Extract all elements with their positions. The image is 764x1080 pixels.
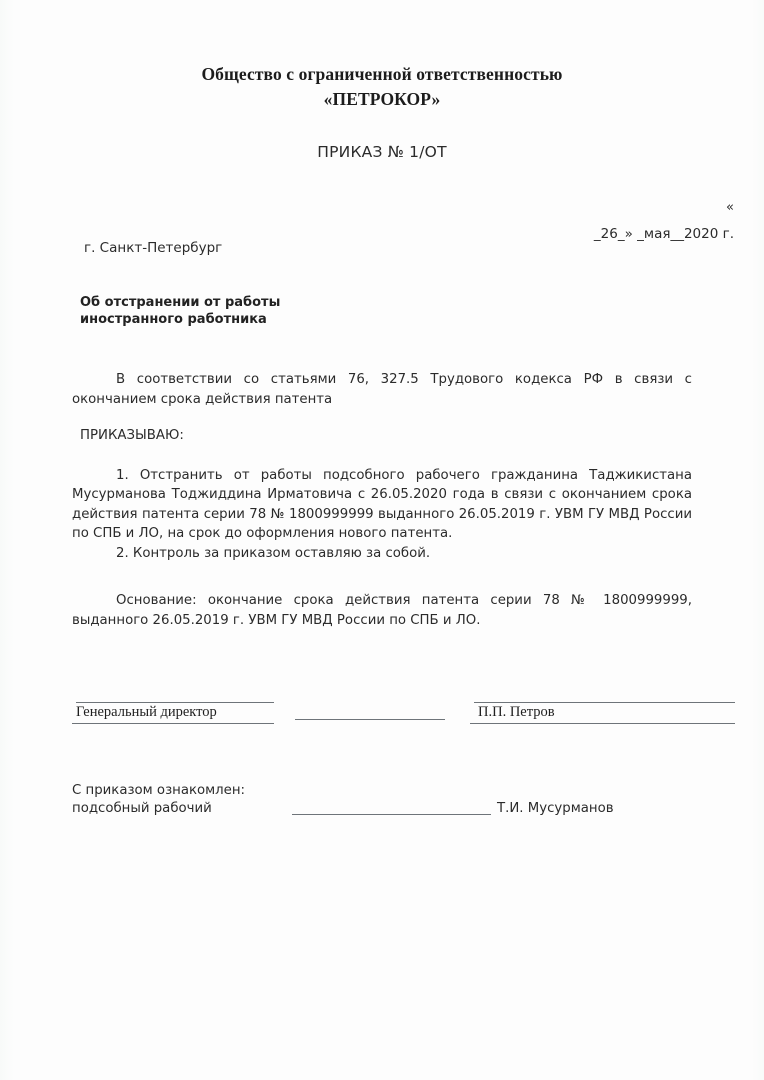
acknowledgement-line2: подсобный рабочий	[72, 801, 212, 816]
acknowledgement-block	[72, 782, 245, 818]
organization-name-line1: Общество с ограниченной ответственностью	[201, 64, 563, 84]
order-verb: ПРИКАЗЫВАЮ:	[80, 428, 184, 443]
signature-position-label: Генеральный директор	[76, 704, 217, 720]
signature-signer-name: П.П. Петров	[478, 704, 555, 720]
spacer-after-preamble	[72, 409, 692, 426]
spacer-after-order-verb	[72, 446, 692, 466]
preamble-paragraph: В соответствии со статьями 76, 327.5 Трудового кодекса РФ в связи с окончанием срока действия патента	[72, 372, 692, 407]
date-open-quote: «	[726, 200, 734, 215]
signature-rule-position-bottom	[72, 723, 274, 724]
document-city: г. Санкт-Петербург	[84, 240, 223, 256]
subject-line2: иностранного работника	[80, 312, 267, 327]
signature-rule-name-top	[474, 702, 735, 703]
document-date: _26_» _мая__2020 г.	[593, 226, 734, 242]
order-item-1: 1. Отстранить от работы подсобного рабочего гражданина Таджикистана Мусурманова Тоджиддина Ирматовича с 26.05.2020 года в связи с окончанием срока действия патента серии 78 № 1800999999 выданного 26.05.2019 г. УВМ ГУ МВД России по СПБ и ЛО, на срок до оформления нового патента.	[72, 467, 692, 541]
organization-header	[0, 62, 764, 112]
subject-line1: Об отстранении от работы	[80, 295, 281, 310]
order-item-2: 2. Контроль за приказом оставляю за собой.	[116, 545, 431, 561]
spacer-before-basis	[72, 563, 692, 591]
document-subject	[80, 294, 280, 328]
order-title: ПРИКАЗ № 1/ОТ	[317, 143, 447, 161]
document-body	[72, 370, 692, 630]
signature-rule-name-bottom	[470, 723, 735, 724]
signature-rule-handwritten[interactable]	[295, 719, 445, 720]
signature-rule-position-top	[76, 702, 274, 703]
acknowledgement-line1: С приказом ознакомлен:	[72, 783, 246, 798]
acknowledgement-signature-rule[interactable]	[292, 814, 491, 815]
basis-paragraph: Основание: окончание срока действия патента серии 78 № 1800999999, выданного 26.05.2019 г. УВМ ГУ МВД России по СПБ и ЛО.	[72, 593, 692, 628]
acknowledgement-employee-name: Т.И. Мусурманов	[497, 801, 614, 816]
organization-name-line2: «ПЕТРОКОР»	[323, 89, 441, 109]
